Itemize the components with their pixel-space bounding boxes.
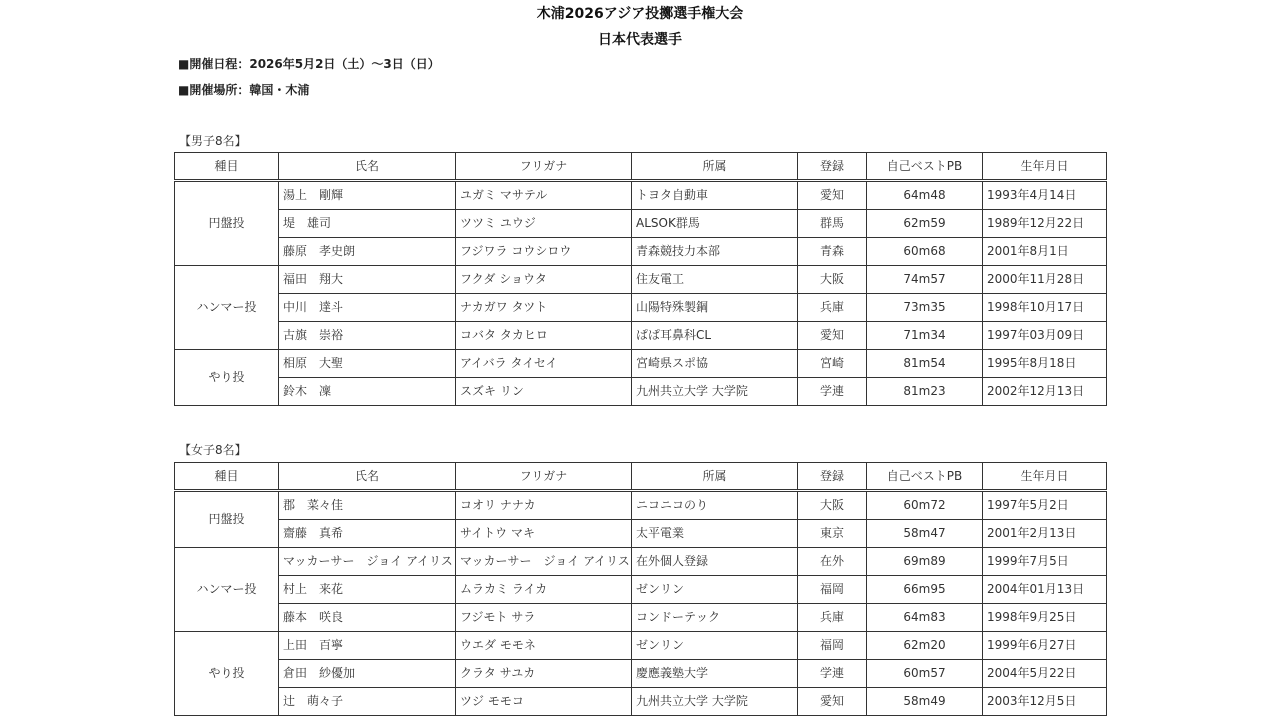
table-row: [175, 350, 1107, 378]
event-cell: 円盤投: [175, 181, 279, 266]
personal-best-cell: 58m47: [867, 520, 983, 548]
table-row: [175, 378, 1107, 406]
birthdate-cell: 2004年01月13日: [983, 576, 1107, 604]
athlete-kana-cell: スズキ リン: [456, 378, 632, 406]
registration-cell: 宮崎: [798, 350, 867, 378]
athlete-kana-cell: ムラカミ ライカ: [456, 576, 632, 604]
men-section-label: 【男子8名】: [179, 134, 247, 148]
athlete-name-cell: 相原 大聖: [279, 350, 456, 378]
venue-info: ■開催場所：韓国・木浦: [178, 83, 310, 97]
birthdate-cell: 2003年12月5日: [983, 688, 1107, 716]
registration-cell: 兵庫: [798, 294, 867, 322]
registration-cell: 学連: [798, 660, 867, 688]
header-event: 種目: [175, 153, 279, 181]
table-row: [175, 294, 1107, 322]
athlete-name-cell: 上田 百寧: [279, 632, 456, 660]
table-row: [175, 181, 1107, 210]
athlete-name-cell: 藤本 咲良: [279, 604, 456, 632]
registration-cell: 愛知: [798, 322, 867, 350]
personal-best-cell: 71m34: [867, 322, 983, 350]
header-registration: 登録: [798, 153, 867, 181]
registration-cell: 大阪: [798, 491, 867, 520]
team-cell: 慶應義塾大学: [632, 660, 798, 688]
registration-cell: 大阪: [798, 266, 867, 294]
personal-best-cell: 60m57: [867, 660, 983, 688]
personal-best-cell: 74m57: [867, 266, 983, 294]
team-cell: 宮崎県スポ協: [632, 350, 798, 378]
table-row: [175, 660, 1107, 688]
registration-cell: 東京: [798, 520, 867, 548]
team-cell: 住友電工: [632, 266, 798, 294]
header-team: 所属: [632, 153, 798, 181]
team-cell: 太平電業: [632, 520, 798, 548]
personal-best-cell: 64m48: [867, 181, 983, 210]
birthdate-cell: 1997年5月2日: [983, 491, 1107, 520]
personal-best-cell: 62m59: [867, 210, 983, 238]
table-row: [175, 520, 1107, 548]
table-row: [175, 604, 1107, 632]
athlete-kana-cell: フクダ ショウタ: [456, 266, 632, 294]
personal-best-cell: 60m68: [867, 238, 983, 266]
team-cell: ニコニコのり: [632, 491, 798, 520]
birthdate-cell: 1989年12月22日: [983, 210, 1107, 238]
team-cell: ALSOK群馬: [632, 210, 798, 238]
event-cell: ハンマー投: [175, 266, 279, 350]
athlete-kana-cell: ツツミ ユウジ: [456, 210, 632, 238]
team-cell: 九州共立大学 大学院: [632, 378, 798, 406]
athlete-kana-cell: コオリ ナナカ: [456, 491, 632, 520]
personal-best-cell: 73m35: [867, 294, 983, 322]
athlete-name-cell: 辻 萌々子: [279, 688, 456, 716]
registration-cell: 青森: [798, 238, 867, 266]
athlete-name-cell: 福田 翔大: [279, 266, 456, 294]
table-row: [175, 576, 1107, 604]
table-header-row: [175, 153, 1107, 181]
athlete-kana-cell: クラタ サユカ: [456, 660, 632, 688]
athlete-name-cell: 堤 雄司: [279, 210, 456, 238]
women-section-label: 【女子8名】: [179, 443, 247, 457]
header-kana: フリガナ: [456, 463, 632, 491]
table-row: [175, 238, 1107, 266]
athlete-name-cell: 古旗 崇裕: [279, 322, 456, 350]
team-cell: 山陽特殊製鋼: [632, 294, 798, 322]
personal-best-cell: 62m20: [867, 632, 983, 660]
athlete-name-cell: 湯上 剛輝: [279, 181, 456, 210]
men-roster-table: [174, 152, 1107, 406]
team-cell: トヨタ自動車: [632, 181, 798, 210]
header-event: 種目: [175, 463, 279, 491]
athlete-name-cell: 藤原 孝史朗: [279, 238, 456, 266]
table-header-row: [175, 463, 1107, 491]
registration-cell: 兵庫: [798, 604, 867, 632]
birthdate-cell: 2000年11月28日: [983, 266, 1107, 294]
birthdate-cell: 1993年4月14日: [983, 181, 1107, 210]
birthdate-cell: 2004年5月22日: [983, 660, 1107, 688]
table-row: [175, 266, 1107, 294]
birthdate-cell: 1999年7月5日: [983, 548, 1107, 576]
women-roster-table: [174, 462, 1107, 716]
athlete-name-cell: 齋藤 真希: [279, 520, 456, 548]
page-title: 木浦2026アジア投擲選手権大会: [536, 6, 744, 22]
personal-best-cell: 64m83: [867, 604, 983, 632]
birthdate-cell: 2002年12月13日: [983, 378, 1107, 406]
registration-cell: 学連: [798, 378, 867, 406]
event-cell: 円盤投: [175, 491, 279, 548]
athlete-name-cell: 中川 達斗: [279, 294, 456, 322]
athlete-kana-cell: ナカガワ タツト: [456, 294, 632, 322]
team-cell: 在外個人登録: [632, 548, 798, 576]
registration-cell: 愛知: [798, 181, 867, 210]
team-cell: 青森競技力本部: [632, 238, 798, 266]
birthdate-cell: 1997年03月09日: [983, 322, 1107, 350]
personal-best-cell: 81m23: [867, 378, 983, 406]
registration-cell: 福岡: [798, 576, 867, 604]
birthdate-cell: 1999年6月27日: [983, 632, 1107, 660]
personal-best-cell: 58m49: [867, 688, 983, 716]
header-name: 氏名: [279, 463, 456, 491]
team-cell: ゼンリン: [632, 576, 798, 604]
athlete-kana-cell: アイバラ タイセイ: [456, 350, 632, 378]
athlete-name-cell: マッカーサー ジョイ アイリス: [279, 548, 456, 576]
athlete-name-cell: 村上 来花: [279, 576, 456, 604]
personal-best-cell: 81m54: [867, 350, 983, 378]
team-cell: ぱぱ耳鼻科CL: [632, 322, 798, 350]
athlete-kana-cell: ツジ モモコ: [456, 688, 632, 716]
athlete-name-cell: 倉田 紗優加: [279, 660, 456, 688]
registration-cell: 福岡: [798, 632, 867, 660]
page-subtitle: 日本代表選手: [598, 32, 682, 48]
athlete-name-cell: 鈴木 凜: [279, 378, 456, 406]
athlete-kana-cell: サイトウ マキ: [456, 520, 632, 548]
athlete-kana-cell: コバタ タカヒロ: [456, 322, 632, 350]
registration-cell: 群馬: [798, 210, 867, 238]
athlete-kana-cell: フジワラ コウシロウ: [456, 238, 632, 266]
athlete-kana-cell: マッカーサー ジョイ アイリス: [456, 548, 632, 576]
table-row: [175, 210, 1107, 238]
event-cell: ハンマー投: [175, 548, 279, 632]
event-cell: やり投: [175, 632, 279, 716]
birthdate-cell: 2001年8月1日: [983, 238, 1107, 266]
personal-best-cell: 60m72: [867, 491, 983, 520]
header-personal-best: 自己ベストPB: [867, 153, 983, 181]
header-kana: フリガナ: [456, 153, 632, 181]
table-row: [175, 548, 1107, 576]
table-row: [175, 632, 1107, 660]
athlete-name-cell: 郡 菜々佳: [279, 491, 456, 520]
birthdate-cell: 1995年8月18日: [983, 350, 1107, 378]
personal-best-cell: 66m95: [867, 576, 983, 604]
athlete-kana-cell: ウエダ モモネ: [456, 632, 632, 660]
schedule-info: ■開催日程：2026年5月2日（土）～3日（日）: [178, 57, 440, 71]
birthdate-cell: 2001年2月13日: [983, 520, 1107, 548]
birthdate-cell: 1998年9月25日: [983, 604, 1107, 632]
header-name: 氏名: [279, 153, 456, 181]
registration-cell: 在外: [798, 548, 867, 576]
athlete-kana-cell: フジモト サラ: [456, 604, 632, 632]
table-row: [175, 322, 1107, 350]
birthdate-cell: 1998年10月17日: [983, 294, 1107, 322]
registration-cell: 愛知: [798, 688, 867, 716]
team-cell: 九州共立大学 大学院: [632, 688, 798, 716]
header-team: 所属: [632, 463, 798, 491]
team-cell: コンドーテック: [632, 604, 798, 632]
table-row: [175, 688, 1107, 716]
athlete-kana-cell: ユガミ マサテル: [456, 181, 632, 210]
team-cell: ゼンリン: [632, 632, 798, 660]
header-registration: 登録: [798, 463, 867, 491]
header-birthdate: 生年月日: [983, 463, 1107, 491]
header-birthdate: 生年月日: [983, 153, 1107, 181]
table-row: [175, 491, 1107, 520]
personal-best-cell: 69m89: [867, 548, 983, 576]
header-personal-best: 自己ベストPB: [867, 463, 983, 491]
event-cell: やり投: [175, 350, 279, 406]
